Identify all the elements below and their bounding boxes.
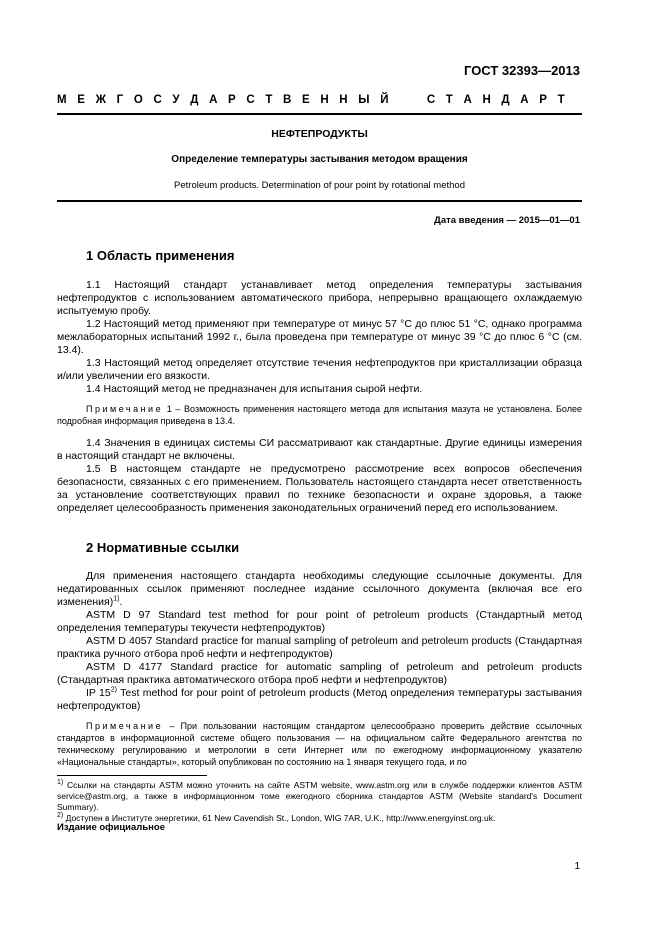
section-1-body-2	[57, 437, 582, 515]
references-intro: Для применения настоящего стандарта необходимы следующие ссылочные документы. Для недатированных ссылок применяют последнее издание ссылочного документа (включая все его изменения)$^{1)}$.	[57, 570, 582, 608]
footnote-rule	[57, 775, 207, 776]
banner-letter: Т	[265, 94, 273, 106]
banner-letter: А	[520, 94, 529, 106]
official-edition-label: Издание официальное	[57, 822, 165, 833]
banner-letter	[413, 94, 416, 106]
section-1-heading: 1 Область применения	[86, 248, 235, 263]
banner-letter: В	[283, 94, 292, 106]
note-label: Примечание	[86, 404, 164, 414]
page-number: 1	[574, 861, 580, 872]
clause-1-3: 1.3 Настоящий метод определяет отсутствие течения нефтепродуктов при кристаллизации образца и/или увеличении его вязкости.	[57, 357, 582, 382]
banner-letter: М	[57, 94, 67, 106]
reference-astm-d4177: ASTM D 4177 Standard practice for automatic sampling of petroleum and petroleum products (Стандартная практика автоматического отбора проб нефти и нефтепродуктов)	[57, 661, 582, 686]
standard-code: ГОСТ 32393—2013	[464, 63, 580, 78]
banner-letter: У	[172, 94, 180, 106]
document-subtitle-ru: Определение температуры застывания методом вращения	[171, 154, 468, 165]
introduction-date: Дата введения — 2015—01—01	[434, 215, 580, 226]
footnote-2: $^{2)}$ Доступен в Институте энергетики, 61 New Cavendish St., London, WIG 7AR, U.K., http://www.energyinst.org.uk.	[57, 812, 496, 823]
banner-letter: Е	[302, 94, 310, 106]
clause-1-2: 1.2 Настоящий метод применяют при температуре от минус 57 °С до плюс 51 °С, однако программа межлабораторных испытаний 1992 г., была проведена при температуре от минус 39 °С до плюс 6 °С (см. 13.4).	[57, 318, 582, 356]
banner-letter: Д	[501, 94, 510, 106]
banner-letter: Ы	[358, 94, 370, 106]
banner-letter: Р	[228, 94, 236, 106]
interstate-standard-banner	[57, 94, 565, 106]
banner-letter: С	[153, 94, 162, 106]
banner-letter: Й	[380, 94, 389, 106]
header-rule-bottom	[57, 200, 582, 202]
banner-letter: Н	[482, 94, 491, 106]
section-2-heading: 2 Нормативные ссылки	[86, 540, 240, 555]
banner-letter: Ж	[95, 94, 106, 106]
footnote-1: $^{1)}$ Ссылки на стандарты ASTM можно уточнить на сайте ASTM website, www.astm.org или в службе поддержки клиентов ASTM service@astm.org, а также в информационном томе ежегодного сборника стандартов ASTM (Website standard's Document Summary).	[57, 779, 582, 812]
banner-letter: Е	[77, 94, 85, 106]
reference-astm-d97: ASTM D 97 Standard test method for pour point of petroleum products (Стандартный метод определения температуры текучести нефтепродуктов)	[57, 609, 582, 634]
section-1-body	[57, 279, 582, 396]
footnotes	[57, 780, 582, 824]
section-2-note	[57, 720, 582, 768]
document-subtitle-en: Petroleum products. Determination of pour point by rotational method	[174, 180, 465, 191]
clause-1-5: 1.5 В настоящем стандарте не предусмотрено рассмотрение всех вопросов обеспечения безопасности, связанных с его применением. Пользователь настоящего стандарта несет ответственность за установление соответствующих правил по технике безопасности и охране здоровья, а также определяет целесообразность применения законодательных ограничений перед его использованием.	[57, 463, 582, 514]
banner-letter: Н	[320, 94, 329, 106]
reference-ip15: IP 15$^{2)}$ Test method for pour point of petroleum products (Метод определения температуры застывания нефтепродуктов)	[57, 686, 583, 712]
banner-letter: Р	[539, 94, 547, 106]
banner-letter: С	[426, 94, 436, 106]
note-label: Примечание	[86, 721, 164, 731]
clause-1-4b: 1.4 Значения в единицах системы СИ рассматривают как стандартные. Другие единицы измерения в настоящий стандарт не включены.	[57, 437, 582, 462]
section-2-body	[57, 570, 582, 713]
section-1-note	[57, 403, 582, 427]
clause-1-1: 1.1 Настоящий стандарт устанавливает метод определения температуры застывания нефтепродуктов с использованием автоматического прибора, непрерывно вращающего охлаждаемую испытуемую пробу.	[57, 279, 582, 317]
header-rule-top	[57, 113, 582, 115]
note-text: 1 – Возможность применения настоящего метода для испытания мазута не установлена. Более подробная информация приведена в 13.4.	[57, 404, 582, 426]
banner-letter: С	[246, 94, 255, 106]
clause-1-4: 1.4 Настоящий метод не предназначен для испытания сырой нефти.	[86, 383, 423, 395]
banner-letter: О	[133, 94, 143, 106]
banner-letter: Д	[190, 94, 199, 106]
reference-astm-d4057: ASTM D 4057 Standard practice for manual sampling of petroleum and petroleum products (Стандартная практика ручного отбора проб нефти и нефтепродуктов)	[57, 635, 582, 660]
banner-letter: Т	[557, 94, 565, 106]
document-title: НЕФТЕПРОДУКТЫ	[271, 128, 368, 140]
banner-letter	[399, 94, 402, 106]
banner-letter: Н	[339, 94, 348, 106]
banner-letter: А	[209, 94, 218, 106]
banner-letter: Т	[445, 94, 453, 106]
banner-letter: Г	[116, 94, 124, 106]
banner-letter: А	[463, 94, 472, 106]
note-text: – При пользовании настоящим стандартом целесообразно проверить действие ссылочных стандартов в информационной системе общего пользования — на официальном сайте Федерального агентства по техническому регулированию и метрологии в сети Интернет или по ежегодному информационному указателю «Национальные стандарты», который опубликован по состоянию на 1 января текущего года, и по	[57, 721, 582, 767]
